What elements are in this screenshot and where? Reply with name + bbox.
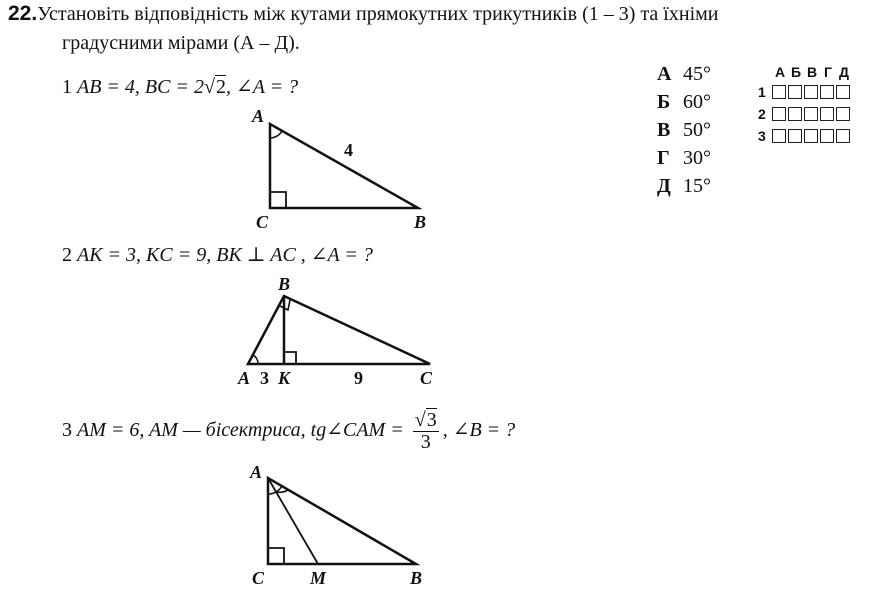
triangle-2-outline	[248, 296, 430, 364]
answer-row-1: 1	[758, 84, 852, 100]
problem-1-text-a: AB = 4, BC = 2	[77, 76, 204, 98]
answer-row-2: 2	[758, 106, 852, 122]
problem-2-number: 2	[62, 244, 72, 266]
right-angle-mark-k	[284, 352, 296, 364]
fig3-label-c: C	[252, 568, 265, 588]
option-a: А 45°	[657, 63, 711, 85]
fig1-side-label: 4	[344, 140, 353, 160]
right-angle-mark-c	[268, 548, 284, 564]
fig2-label-b: B	[278, 274, 291, 294]
problem-1-number: 1	[62, 76, 72, 98]
answer-grid-header: А Б В Г Д	[774, 64, 849, 80]
answer-row-3: 3	[758, 128, 852, 144]
problem-1-sqrt-arg: 2	[215, 76, 226, 98]
angle-a-arc	[253, 355, 258, 364]
problem-3-text-a: AM = 6, AM — бісектриса, tg∠CAM =	[77, 419, 404, 442]
task-number: 22.	[8, 2, 38, 25]
fig2-seg-ak: 3	[260, 368, 269, 388]
fig3-label-b: B	[410, 568, 423, 588]
problem-3-frac-num: 3	[426, 409, 437, 431]
fig3-label-a: A	[250, 462, 263, 482]
problem-3-frac-den: 3	[420, 431, 431, 453]
angle-a-arc	[270, 131, 282, 138]
option-g: Г 30°	[657, 147, 711, 169]
fig1-label-b: B	[414, 212, 427, 232]
problem-3-text-b: , ∠B = ?	[442, 419, 516, 442]
bisector-am	[268, 478, 318, 564]
fig3-label-m: M	[310, 568, 327, 588]
fig1-label-a: A	[252, 106, 265, 126]
fig2-label-a: A	[238, 368, 251, 388]
sqrt-sign: √	[203, 76, 215, 98]
fig2-label-c: C	[420, 368, 433, 388]
task-title-line1: Установіть відповідність між кутами прямокутних трикутників (1 – 3) та їхніми	[37, 3, 719, 25]
problem-3-number: 3	[62, 419, 72, 442]
fig2-label-k: K	[278, 368, 291, 388]
triangle-1-outline	[270, 124, 418, 208]
fig2-seg-kc: 9	[354, 368, 363, 388]
triangle-3-outline	[268, 478, 416, 564]
problem-1-text-b: , ∠A = ?	[225, 76, 299, 98]
option-d: Д 15°	[657, 175, 711, 197]
triangle-figure-3	[268, 478, 416, 564]
problem-2-text: AK = 3, KC = 9, BK ⊥ AC , ∠A = ?	[77, 244, 373, 266]
option-b: Б 60°	[657, 91, 711, 113]
right-angle-mark-c	[270, 192, 286, 208]
sqrt-sign: √	[414, 409, 426, 431]
task-title-line2: градусними мірами (А – Д).	[62, 32, 300, 54]
triangle-figure-2	[248, 296, 430, 364]
triangle-figure-1	[270, 124, 418, 208]
fig1-label-c: C	[256, 212, 269, 232]
option-v: В 50°	[657, 119, 711, 141]
